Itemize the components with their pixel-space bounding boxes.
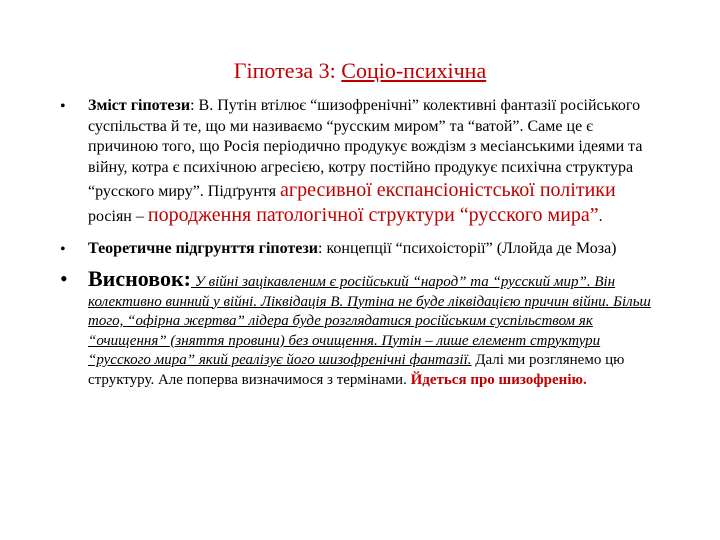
- bullet-dot: •: [60, 266, 68, 291]
- bullet-hypothesis-content: [60, 96, 660, 227]
- bullet1-mid: росіян –: [88, 207, 148, 225]
- title-prefix: Гіпотеза 3:: [233, 58, 342, 83]
- bullet-list: [60, 96, 660, 390]
- bullet1-text: : В. Путін втілює “шизофренічні” колективні фантазії російського суспільства й те, що ми називаємо “русским миром” та “ватой”. Саме це є причиною того, що Росія періодично продукує вождізм з месіанськими ідеями та війну, котра є психічною агресією, котру постійно продукує психічна структура “русского миру”. Підґрунтя: [88, 97, 643, 200]
- slide-title: [0, 56, 720, 86]
- bullet3-label: Висновок:: [88, 266, 191, 291]
- bullet-conclusion: [60, 266, 660, 390]
- bullet2-text: : концепції “психоісторії” (Ллойда де Моза): [318, 240, 617, 257]
- bullet3-normal: Далі ми розглянемо цю структуру. Але поперва визначимося з термінами.: [88, 352, 625, 388]
- bullet1-red2: породження патологічної структури “русского мира”: [147, 203, 599, 226]
- bullet3-red-bold: Йдеться про шизофренію.: [410, 371, 587, 388]
- bullet1-red1: агресивної експансіоністської політики: [280, 179, 616, 201]
- bullet2-label: Теоретичне підгрунття гіпотези: [88, 240, 319, 257]
- bullet-dot: •: [60, 241, 66, 258]
- bullet3-italic: У війні зацікавленим є російський “народ” та “русский мир”. Він колективно винний у війні. Ліквідація В. Путіна не буде ліквідацією причин війни. Більш того, “офірна жертва” лідера буде розглядатися російським суспільством як “очищення” (зняття провини) без очищення. Путін – лише елемент структури “русского мира” який реалізує його шизофренічні фантазії.: [88, 274, 651, 368]
- bullet1-end: .: [598, 207, 603, 225]
- bullet1-label: Зміст гіпотези: [88, 97, 191, 114]
- bullet-theory-basis: [60, 239, 660, 259]
- title-underlined: Соціо-психічна: [341, 58, 487, 83]
- bullet-dot: •: [60, 98, 66, 115]
